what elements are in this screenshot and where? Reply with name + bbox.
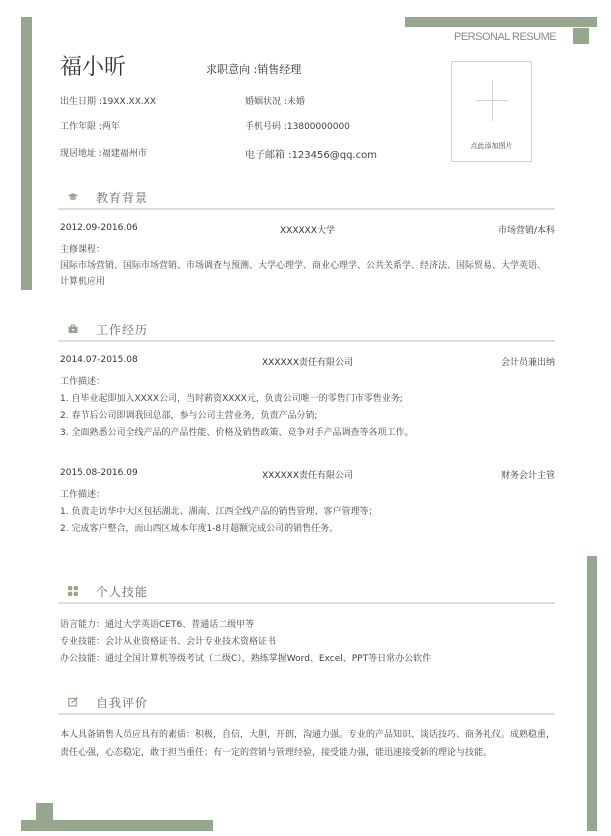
work-period: 2015.08-2016.09 [60,468,138,478]
info-email [245,146,377,161]
section-self-eval-header [58,691,555,715]
decorative-bar-top [405,17,597,27]
info-label: 手机号码 : [245,122,287,132]
info-birthdate [60,94,156,107]
info-label: 工作年限 : [60,122,102,132]
education-major: 市场营销/本科 [497,226,555,236]
decorative-square-bottom [36,803,53,820]
info-phone [245,119,350,132]
briefcase-icon [68,324,78,334]
graduation-cap-icon [68,192,78,202]
section-skills-header [58,580,555,604]
info-label: 电子邮箱 : [245,150,292,161]
info-label: 现居地址 : [60,149,102,159]
work-company: XXXXXX责任有限公司 [262,358,353,368]
info-value: 两年 [101,122,120,132]
work-entry-2 [60,468,555,480]
grid-icon [68,586,78,596]
plus-icon-horizontal [476,100,509,101]
info-marital-status [245,94,305,107]
section-title: 教育背景 [96,191,149,205]
work-entry-1 [60,355,555,367]
work-desc-item: 1. 负责走访华中大区包括湖北、湖南、江西全线产品的销售管理、客户管理等； [60,507,378,517]
info-label: 出生日期 : [60,97,102,107]
section-title: 自我评价 [96,696,149,710]
work-company: XXXXXX责任有限公司 [262,471,353,481]
education-entry [60,223,555,235]
section-title: 个人技能 [96,585,149,599]
candidate-name: 福小昕 [60,55,127,80]
info-value: 19XX.XX.XX [101,97,157,107]
info-value: 福建福州市 [101,149,147,159]
info-work-years [60,119,120,132]
work-desc-item: 2. 春节后公司即调我回总部，参与公司主营业务，负责产品分销; [60,411,318,421]
photo-caption: 点此添加图片 [470,142,513,150]
edit-icon [68,697,78,707]
info-value: 13800000000 [286,122,350,132]
work-position: 会计员兼出纳 [500,358,555,368]
work-desc-label: 工作描述： [60,377,106,387]
self-eval-text: 本人具备销售人员应具有的素质：积极，自信，大胆，开朗，沟通力强。专业的产品知识、谈话技巧、商务礼仪。成熟稳重，责任心强，心态稳定，敢于担当重任；有一定的营销与管理经验，接受能力强，能迅速接受新的理论与技能。 [60,730,556,758]
courses-list: 国际市场营销、国际市场营销、市场调查与预测、大学心理学、商业心理学、公共关系学、经济法、国际贸易、大学英语、计算机应用 [60,261,547,287]
info-value: 未婚 [286,97,305,107]
education-period: 2012.09-2016.06 [60,223,138,233]
decorative-bar-right [587,556,597,831]
photo-placeholder[interactable] [451,61,532,162]
decorative-bar-left [21,17,32,290]
job-intent: 求职意向 :销售经理 [206,63,302,76]
section-education-header [58,186,555,210]
info-address [60,146,147,159]
work-period: 2014.07-2015.08 [60,355,138,365]
decorative-square-top [573,28,589,44]
info-value: 123456@qq.com [291,150,377,161]
decorative-bar-bottom [21,820,213,831]
work-desc-item: 3. 全面熟悉公司全线产品的产品性能、价格及销售政策、竞争对手产品调查等各项工作。 [60,428,414,438]
section-title: 工作经历 [96,323,149,337]
work-desc-item: 1. 自毕业起即加入XXXX公司，当时薪资XXXX元，负责公司唯一的零售门市零售业务; [60,394,403,404]
work-position: 财务会计主管 [500,471,555,481]
info-label: 婚姻状况 : [245,97,287,107]
work-desc-label: 工作描述： [60,490,106,500]
education-school: XXXXXX大学 [280,226,335,236]
resume-tag: PERSONAL RESUME [454,31,557,43]
work-desc-item: 2. 完成客户整合，而山西区域本年度1-8月超额完成公司的销售任务。 [60,524,339,534]
skill-item-language: 语言能力：通过大学英语CET6、普通话二级甲等 [60,620,255,630]
courses-label: 主修课程： [60,245,106,255]
section-work-header [58,318,555,342]
skill-item-office: 办公技能：通过全国计算机等级考试（二级C），熟练掌握Word、Excel、PPT等日常办公软件 [60,654,432,664]
skill-item-professional: 专业技能：会计从业资格证书、会计专业技术资格证书 [60,637,277,647]
